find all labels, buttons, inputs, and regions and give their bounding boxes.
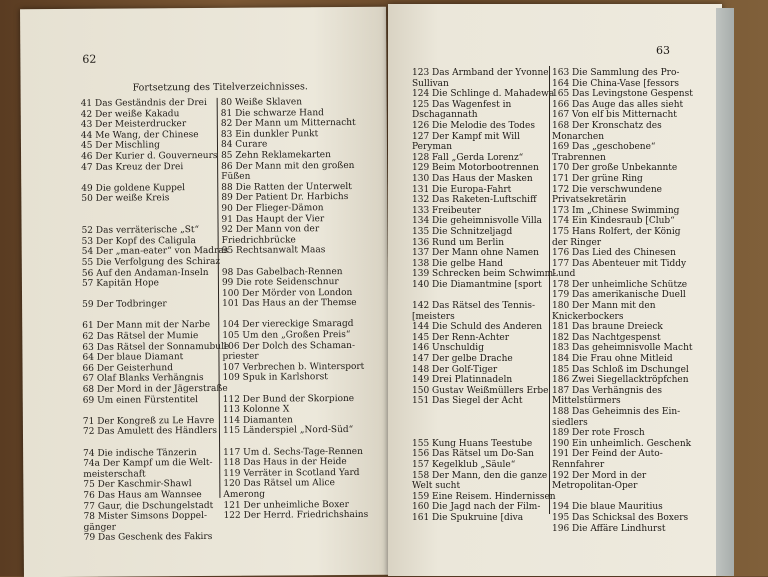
- title-entry: 182 Das Nachtgespenst: [552, 332, 661, 343]
- title-entry: 183 Das geheimnisvolle Macht: [552, 343, 693, 354]
- title-entry: 52 Das verräterische „St“: [81, 225, 200, 236]
- title-list-group: [81, 183, 228, 205]
- title-entry: 151 Das Siegel der Acht: [412, 396, 523, 407]
- title-entry: 81 Die schwarze Hand: [220, 107, 324, 119]
- title-entry: 150 Gustav Weißmüllers Erbe: [412, 385, 549, 396]
- title-entry: 92 Der Mann von der: [221, 224, 320, 236]
- title-entry: 79 Das Geschenk des Fakirs: [83, 532, 213, 544]
- title-entry: 117 Um d. Sechs-Tage-Rennen: [223, 446, 363, 458]
- title-entry: 86 Der Mann mit den großen: [221, 160, 355, 172]
- title-entry: 157 Kegelklub „Säule“: [412, 459, 516, 470]
- title-entry: 125 Das Wagenfest in: [412, 99, 512, 110]
- title-entry: 115 Länderspiel „Nord-Süd“: [222, 425, 354, 437]
- title-entry: 135 Die Schnitzeljagd: [412, 226, 513, 237]
- title-entry: 83 Ein dunkler Punkt: [220, 128, 319, 140]
- title-entry: 90 Der Flieger-Dämon: [221, 203, 324, 214]
- title-entry: 122 Der Herrd. Friedrichshains: [223, 510, 369, 522]
- title-entry: 139 Schrecken beim Schwimm-: [412, 269, 557, 280]
- title-entry: 188 Das Geheimnis des Ein-: [552, 407, 681, 417]
- title-entry: 106 Der Dolch des Schaman-: [222, 340, 356, 352]
- title-entry: 158 Der Mann, den die ganze: [412, 470, 548, 481]
- title-entry: 63 Das Rätsel der Sonnamubule: [82, 341, 230, 353]
- title-entry: 99 Die rote Seidenschnur: [221, 277, 339, 288]
- title-entry: 77 Gaur, die Dschungelstadt: [83, 500, 214, 512]
- title-entry: 113 Kolonne X: [222, 404, 290, 416]
- title-list-group: [81, 98, 228, 173]
- left-page-number: 62: [82, 52, 97, 66]
- title-entry: 126 Die Melodie des Todes: [412, 120, 535, 131]
- title-entry: Privatsekretärin: [552, 195, 627, 206]
- title-list-group: [552, 68, 693, 492]
- title-entry: 85 Zehn Reklamekarten: [221, 150, 331, 161]
- title-entry: 49 Die goldene Kuppel: [81, 182, 186, 194]
- title-entry: 55 Die Verfolgung des Schiraz: [81, 256, 221, 268]
- title-entry: Sullivan: [412, 78, 449, 89]
- title-entry: 176 Das Lied des Chinesen: [552, 248, 676, 259]
- title-entry: 131 Die Europa-Fahrt: [412, 184, 512, 195]
- page-edge-stack: [716, 8, 734, 576]
- title-entry: 57 Kapitän Hope: [81, 278, 160, 289]
- title-entry: 132 Das Raketen-Luftschiff: [412, 195, 537, 206]
- title-entry: 165 Das Levingstone Gespenst: [552, 89, 693, 100]
- title-list-group: [223, 446, 368, 521]
- title-entry: 88 Die Ratten der Unterwelt: [221, 181, 352, 193]
- right-page-column-2: [552, 68, 693, 534]
- title-entry: Füßen: [221, 171, 251, 183]
- title-entry: 186 Zwei Siegellacktröpfchen: [552, 375, 689, 386]
- title-entry: 174 Ein Kindesraub [Club“: [552, 216, 675, 227]
- title-entry: 127 Der Kampf mit Will: [412, 131, 520, 142]
- title-entry: 100 Der Mörder von London: [221, 287, 353, 299]
- title-entry: 82 Der Mann um Mitternacht: [220, 118, 356, 130]
- title-entry: 75 Der Kaschmir-Shawl: [83, 479, 192, 491]
- title-entry: 187 Das Verhängnis des: [552, 385, 662, 396]
- title-entry: 170 Der große Unbekannte: [552, 163, 678, 174]
- title-entry: 145 Der Renn-Achter: [412, 332, 510, 343]
- title-entry: 62 Das Rätsel der Mumie: [82, 331, 199, 342]
- title-entry: 123 Das Armband der Yvonne: [412, 68, 549, 78]
- title-entry: 172 Die verschwundene: [552, 184, 662, 195]
- title-entry: 67 Olaf Blanks Verhängnis: [82, 373, 204, 385]
- title-entry: der Ringer: [552, 237, 602, 248]
- title-entry: Trabrennen: [552, 152, 606, 163]
- title-entry: 140 Die Diamantmine [sport: [412, 279, 542, 290]
- title-entry: 105 Um den „Großen Preis“: [222, 330, 351, 341]
- title-entry: Mittelstürmers: [552, 396, 621, 407]
- title-entry: 53 Der Kopf des Caligula: [81, 235, 196, 247]
- right-page-number: 63: [656, 44, 670, 57]
- title-entry: 161 Die Spukruine [diva: [412, 512, 524, 523]
- title-entry: gänger: [83, 522, 117, 533]
- title-entry: 98 Das Gabelbach-Rennen: [221, 266, 343, 278]
- title-entry: 192 Der Mord in der: [552, 470, 647, 481]
- title-entry: 146 Unschuldig: [412, 343, 484, 354]
- title-entry: 68 Der Mord in der Jägerstraße: [82, 383, 228, 395]
- left-page-column-2: [221, 97, 369, 522]
- title-entry: 64 Der blaue Diamant: [82, 352, 184, 364]
- title-entry: 171 Der grüne Ring: [552, 173, 643, 184]
- title-list-group: [223, 393, 368, 436]
- title-entry: 101 Das Haus an der Themse: [222, 298, 357, 310]
- title-entry: 95 Rechtsanwalt Maas: [221, 245, 326, 257]
- title-entry: 91 Das Haupt der Vier: [221, 213, 325, 225]
- title-entry: 78 Mister Simsons Doppel-: [83, 511, 208, 523]
- title-entry: 169 Das „geschobene“: [552, 142, 656, 153]
- title-entry: 89 Der Patient Dr. Harbichs: [221, 192, 349, 204]
- title-entry: 194 Die blaue Mauritius: [552, 502, 663, 513]
- title-entry: 149 Drei Platinnadeln: [412, 375, 513, 386]
- title-entry: 46 Der Kurier d. Gouverneurs: [81, 150, 218, 162]
- title-entry: Rennfahrer: [552, 459, 605, 470]
- title-entry: 74 Die indische Tänzerin: [83, 447, 197, 459]
- title-entry: 134 Die geheimnisvolle Villa: [412, 216, 543, 227]
- title-entry: Friedrichbrücke: [221, 235, 296, 246]
- title-entry: 133 Freibeuter: [412, 205, 481, 216]
- title-entry: 166 Das Auge das alles sieht: [552, 99, 684, 110]
- title-list-group: [82, 225, 229, 290]
- title-entry: Monarchen: [552, 131, 605, 142]
- title-entry: 129 Beim Motorbootrennen: [412, 163, 539, 174]
- title-entry: 69 Um einen Fürstentitel: [82, 394, 199, 406]
- right-page-column-1: [412, 68, 556, 524]
- title-entry: 80 Weiße Sklaven: [220, 97, 303, 108]
- title-list-group: [412, 439, 556, 524]
- title-entry: 47 Das Kreuz der Drei: [81, 161, 184, 173]
- title-entry: 137 Der Mann ohne Namen: [412, 248, 539, 259]
- title-entry: 41 Das Geständnis der Drei: [80, 97, 207, 109]
- left-page-heading: Fortsetzung des Titelverzeichnisses.: [132, 81, 308, 94]
- title-list-group: [222, 266, 367, 309]
- title-entry: 119 Verräter in Scotland Yard: [223, 467, 360, 479]
- title-list-group: [222, 319, 367, 384]
- title-entry: Amerong: [223, 489, 266, 500]
- title-entry: [meisters: [412, 311, 455, 322]
- title-entry: Peryman: [412, 142, 453, 153]
- title-entry: 196 Die Affäre Lindhurst: [552, 523, 666, 534]
- title-entry: 168 Der Kronschatz des: [552, 120, 662, 131]
- title-entry: 71 Der Kongreß zu Le Havre: [82, 415, 215, 427]
- title-entry: 104 Der viereckige Smaragd: [222, 319, 354, 331]
- title-entry: 44 Me Wang, der Chinese: [80, 129, 199, 141]
- title-list-group: [412, 68, 556, 290]
- title-entry: Knickerbockers: [552, 311, 624, 322]
- title-entry: priester: [222, 351, 259, 363]
- title-entry: 114 Diamanten: [222, 415, 293, 426]
- title-list-group: [82, 320, 230, 406]
- title-entry: Welt sucht: [412, 481, 461, 492]
- title-list-group: [221, 97, 367, 257]
- title-entry: 72 Das Amulett des Händlers: [82, 426, 217, 438]
- title-entry: 107 Verbrechen b. Wintersport: [222, 361, 365, 373]
- title-entry: meisterschaft: [83, 469, 146, 480]
- title-entry: 45 Der Mischling: [80, 140, 160, 152]
- title-list-group: [83, 447, 231, 543]
- title-entry: 42 Der weiße Kakadu: [80, 108, 180, 120]
- title-entry: Dschagannath: [412, 110, 478, 121]
- left-page-column-1: [81, 98, 231, 544]
- title-entry: Lund: [552, 269, 576, 280]
- title-entry: 138 Die gelbe Hand: [412, 258, 504, 269]
- title-entry: 159 Eine Reisem. Hindernissen: [412, 491, 556, 502]
- title-entry: 74a Der Kampf um die Welt-: [83, 458, 213, 470]
- title-entry: 163 Die Sammlung des Pro-: [552, 68, 680, 78]
- title-entry: 156 Das Rätsel um Do-San: [412, 449, 534, 460]
- title-entry: 59 Der Todbringer: [82, 299, 167, 311]
- title-entry: 167 Von elf bis Mitternacht: [552, 110, 677, 121]
- title-entry: 50 Der weiße Kreis: [81, 193, 170, 205]
- title-entry: 180 Der Mann mit den: [552, 301, 656, 312]
- title-entry: siedlers: [552, 417, 588, 428]
- title-entry: 160 Die Jagd nach der Film-: [412, 502, 541, 513]
- title-entry: 144 Die Schuld des Anderen: [412, 322, 542, 333]
- title-entry: 109 Spuk in Karlshorst: [222, 372, 328, 384]
- title-entry: 185 Das Schloß im Dschungel: [552, 364, 689, 375]
- title-entry: 136 Rund um Berlin: [412, 237, 505, 248]
- title-entry: 184 Die Frau ohne Mitleid: [552, 354, 673, 365]
- title-entry: 61 Der Mann mit der Narbe: [82, 320, 211, 332]
- title-entry: 155 Kung Huans Teestube: [412, 438, 533, 449]
- title-entry: 164 Die China-Vase [fessors: [552, 78, 680, 89]
- title-entry: 128 Fall „Gerda Lorenz“: [412, 152, 524, 163]
- title-entry: 181 Das braune Dreieck: [552, 322, 663, 333]
- title-list-group: [83, 416, 230, 438]
- title-entry: 178 Der unheimliche Schütze: [552, 279, 688, 290]
- title-list-group: [412, 301, 556, 407]
- title-entry: 179 Das amerikanische Duell: [552, 290, 686, 301]
- title-entry: 189 Der rote Frosch: [552, 428, 645, 439]
- title-entry: 121 Der unheimliche Boxer: [223, 499, 349, 511]
- title-entry: 195 Das Schicksal des Boxers: [552, 512, 689, 523]
- title-entry: 130 Das Haus der Masken: [412, 173, 533, 184]
- left-page: [20, 7, 390, 577]
- title-entry: 112 Der Bund der Skorpione: [222, 393, 355, 405]
- title-entry: 191 Der Feind der Auto-: [552, 449, 663, 460]
- title-entry: 147 Der gelbe Drache: [412, 354, 513, 365]
- title-entry: 118 Das Haus in der Heide: [223, 457, 347, 469]
- title-entry: 175 Hans Rolfert, der König: [552, 226, 681, 237]
- title-entry: 148 Der Golf-Tiger: [412, 364, 498, 375]
- title-entry: 54 Der „man-eater“ von Madras: [81, 246, 229, 258]
- title-entry: Metropolitan-Oper: [552, 481, 638, 492]
- title-entry: 120 Das Rätsel um Alice: [223, 478, 335, 490]
- title-entry: 56 Auf den Andaman-Inseln: [81, 267, 209, 279]
- title-entry: 177 Das Abenteuer mit Tiddy: [552, 258, 687, 269]
- title-entry: 66 Der Geisterhund: [82, 363, 174, 374]
- title-entry: 43 Der Meisterdrucker: [80, 119, 187, 131]
- title-entry: 84 Curare: [220, 139, 268, 151]
- title-entry: 124 Die Schlinge d. Mahadewa: [412, 89, 555, 100]
- right-page: [388, 4, 722, 576]
- title-list-group: [552, 502, 693, 534]
- title-entry: 190 Ein unheimlich. Geschenk: [552, 438, 692, 449]
- title-entry: 173 Im „Chinese Swimming: [552, 205, 680, 216]
- title-entry: 142 Das Rätsel des Tennis-: [412, 301, 536, 312]
- title-entry: 76 Das Haus am Wannsee: [83, 489, 202, 501]
